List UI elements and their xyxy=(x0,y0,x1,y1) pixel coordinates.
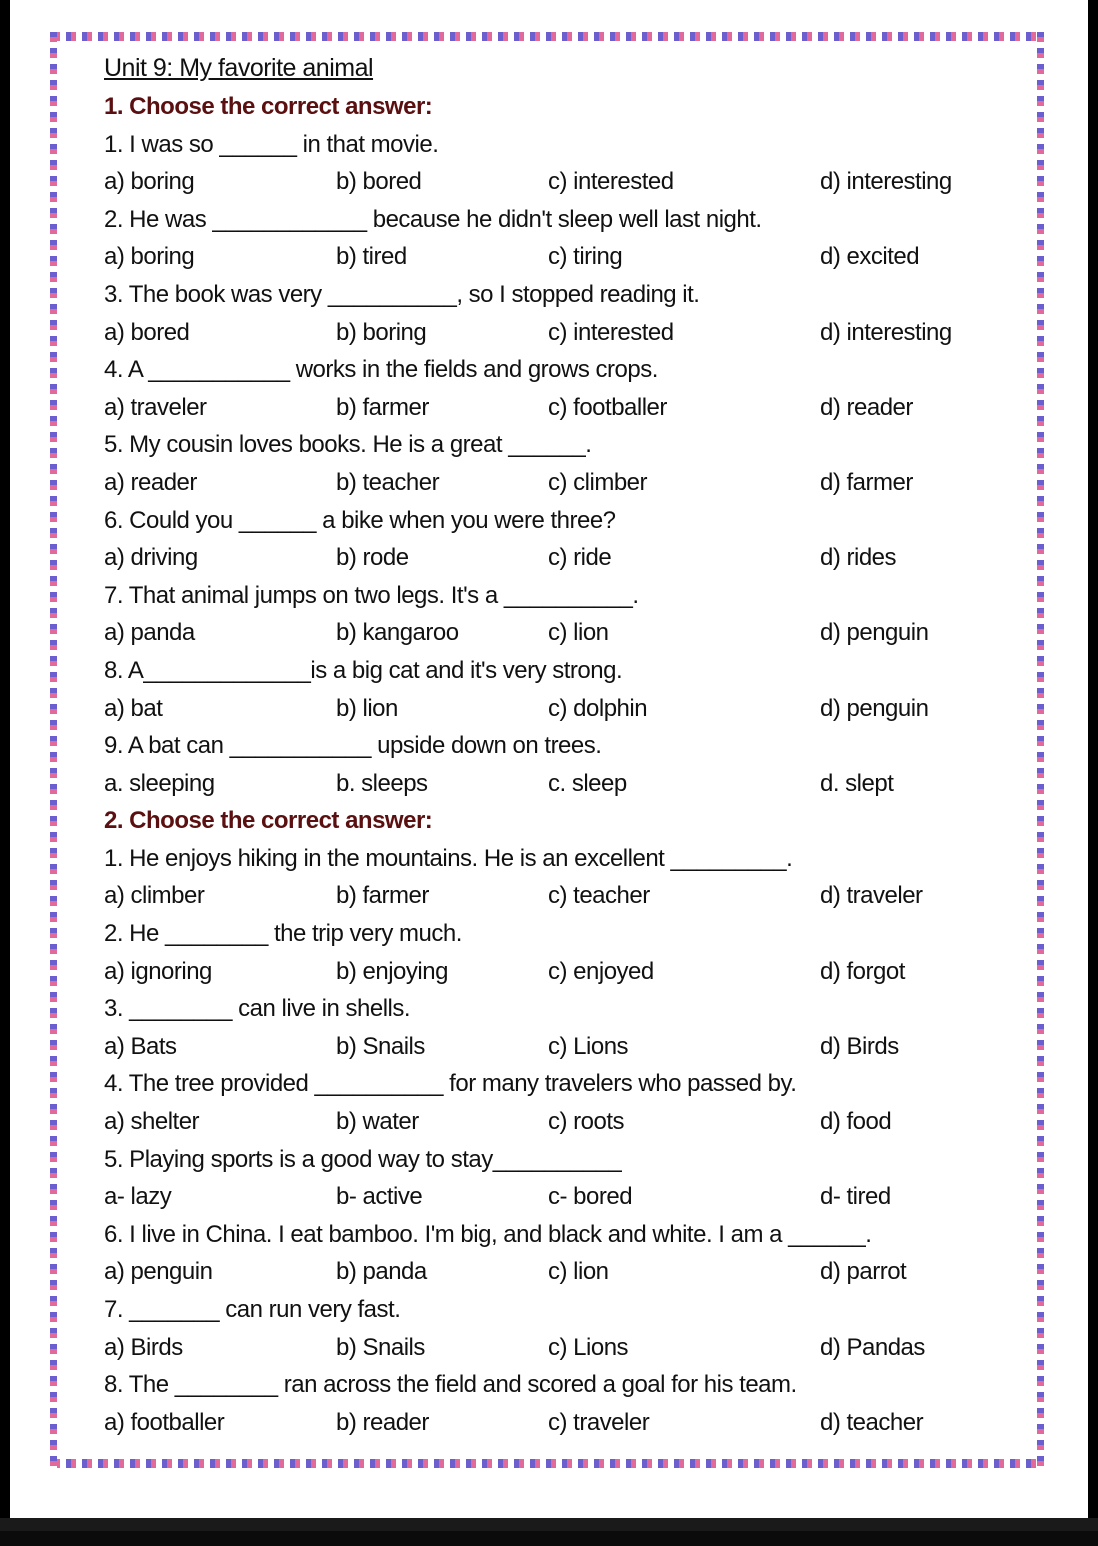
answer-option-d[interactable]: d) teacher xyxy=(820,1408,924,1436)
sections-container xyxy=(96,88,1016,1441)
answer-option-b[interactable]: b) tired xyxy=(336,243,407,271)
answer-option-d[interactable]: d) reader xyxy=(820,393,913,421)
decorative-border-top xyxy=(50,32,1044,41)
section-title: 1. Choose the correct answer: xyxy=(104,93,433,120)
answer-option-c[interactable]: c) footballer xyxy=(548,393,667,421)
answer-option-b[interactable]: b) rode xyxy=(336,544,409,572)
answer-option-a[interactable]: a) bat xyxy=(104,694,163,722)
answer-option-b[interactable]: b) Snails xyxy=(336,1333,425,1361)
section-title: 2. Choose the correct answer: xyxy=(104,807,433,835)
decorative-border-right xyxy=(1037,32,1044,1468)
answer-option-d[interactable]: d) penguin xyxy=(820,619,929,647)
answer-option-c[interactable]: c) climber xyxy=(548,468,648,496)
answer-option-b[interactable]: b- active xyxy=(336,1183,423,1211)
answer-option-a[interactable]: a. sleeping xyxy=(104,769,215,797)
answer-option-a[interactable]: a) driving xyxy=(104,544,198,572)
answer-option-d[interactable]: d) penguin xyxy=(820,694,929,722)
answer-option-b[interactable]: b) farmer xyxy=(336,882,429,910)
question-text: 5. Playing sports is a good way to stay__________ xyxy=(104,1145,622,1173)
answer-option-b[interactable]: b) Snails xyxy=(336,1032,425,1060)
answer-option-a[interactable]: a) boring xyxy=(104,168,195,196)
answer-options xyxy=(104,464,1016,502)
question-text: 5. My cousin loves books. He is a great ______. xyxy=(104,431,592,459)
answer-options xyxy=(104,877,1016,915)
answer-option-c[interactable]: c) interested xyxy=(548,168,674,196)
answer-option-c[interactable]: c) dolphin xyxy=(548,694,648,722)
answer-option-b[interactable]: b) kangaroo xyxy=(336,619,459,647)
answer-option-b[interactable]: b) enjoying xyxy=(336,957,448,985)
answer-option-c[interactable]: c) tiring xyxy=(548,243,623,271)
answer-options xyxy=(104,163,1016,201)
answer-option-b[interactable]: b) lion xyxy=(336,694,398,722)
answer-option-a[interactable]: a) Birds xyxy=(104,1333,183,1361)
question-text: 4. A ___________ works in the fields and grows crops. xyxy=(104,356,658,384)
answer-option-a[interactable]: a) shelter xyxy=(104,1108,200,1136)
answer-option-d[interactable]: d) interesting xyxy=(820,318,952,346)
answer-option-d[interactable]: d) rides xyxy=(820,544,897,572)
answer-option-a[interactable]: a) Bats xyxy=(104,1032,177,1060)
answer-option-a[interactable]: a) panda xyxy=(104,619,195,647)
worksheet-content xyxy=(96,48,1016,1441)
answer-option-b[interactable]: b) panda xyxy=(336,1258,427,1286)
answer-option-a[interactable]: a) reader xyxy=(104,468,197,496)
answer-option-a[interactable]: a) traveler xyxy=(104,393,207,421)
answer-option-c[interactable]: c- bored xyxy=(548,1183,633,1211)
answer-options xyxy=(104,1404,1016,1442)
answer-option-c[interactable]: c) teacher xyxy=(548,882,650,910)
answer-option-c[interactable]: c) Lions xyxy=(548,1333,629,1361)
answer-options xyxy=(104,389,1016,427)
answer-option-b[interactable]: b) bored xyxy=(336,168,422,196)
answer-option-b[interactable]: b) teacher xyxy=(336,468,440,496)
answer-option-a[interactable]: a) ignoring xyxy=(104,957,212,985)
answer-option-d[interactable]: d) excited xyxy=(820,243,920,271)
answer-option-a[interactable]: a) footballer xyxy=(104,1408,225,1436)
question-text: 3. The book was very __________, so I stopped reading it. xyxy=(104,280,700,308)
bottom-strip xyxy=(0,1531,1098,1546)
answer-option-c[interactable]: c) interested xyxy=(548,318,674,346)
question-text: 8. The ________ ran across the field and scored a goal for his team. xyxy=(104,1371,797,1399)
question-text: 9. A bat can ___________ upside down on trees. xyxy=(104,732,602,760)
question-text: 1. He enjoys hiking in the mountains. He is an excellent _________. xyxy=(104,844,793,872)
answer-option-c[interactable]: c) roots xyxy=(548,1108,625,1136)
question-text: 2. He ________ the trip very much. xyxy=(104,920,462,948)
answer-options xyxy=(104,1103,1016,1141)
question-text: 8. A_____________is a big cat and it's very strong. xyxy=(104,656,623,684)
answer-option-a[interactable]: a) boring xyxy=(104,243,195,271)
answer-option-d[interactable]: d) forgot xyxy=(820,957,905,985)
question-text: 7. _______ can run very fast. xyxy=(104,1296,401,1323)
answer-option-c[interactable]: c) ride xyxy=(548,544,612,572)
question-text: 2. He was ____________ because he didn't sleep well last night. xyxy=(104,205,762,233)
answer-options xyxy=(104,539,1016,577)
answer-options xyxy=(104,953,1016,991)
answer-options xyxy=(104,690,1016,728)
unit-title: Unit 9: My favorite animal xyxy=(104,54,374,82)
answer-option-c[interactable]: c) lion xyxy=(548,619,609,647)
answer-option-d[interactable]: d) interesting xyxy=(820,168,952,196)
answer-option-d[interactable]: d- tired xyxy=(820,1183,891,1211)
answer-option-d[interactable]: d) farmer xyxy=(820,468,913,496)
answer-options xyxy=(104,1178,1016,1216)
answer-option-a[interactable]: a- lazy xyxy=(104,1183,172,1211)
answer-option-d[interactable]: d) Pandas xyxy=(820,1333,925,1361)
question-text: 1. I was so ______ in that movie. xyxy=(104,130,439,158)
answer-option-d[interactable]: d) food xyxy=(820,1108,892,1136)
answer-option-b[interactable]: b) reader xyxy=(336,1408,429,1436)
answer-option-d[interactable]: d) Birds xyxy=(820,1032,899,1060)
question-text: 3. ________ can live in shells. xyxy=(104,995,411,1023)
answer-options xyxy=(104,1028,1016,1066)
question-text: 6. I live in China. I eat bamboo. I'm big, and black and white. I am a ______. xyxy=(104,1220,872,1248)
answer-options xyxy=(104,765,1016,803)
answer-option-b[interactable]: b. sleeps xyxy=(336,769,428,797)
answer-option-c[interactable]: c) Lions xyxy=(548,1032,629,1060)
decorative-border-left xyxy=(50,32,57,1468)
answer-options xyxy=(104,614,1016,652)
question-text: 4. The tree provided __________ for many travelers who passed by. xyxy=(104,1070,797,1098)
answer-options xyxy=(104,314,1016,352)
answer-option-a[interactable]: a) bored xyxy=(104,318,190,346)
answer-option-c[interactable]: c) lion xyxy=(548,1258,609,1286)
answer-option-c[interactable]: c. sleep xyxy=(548,769,627,797)
answer-option-b[interactable]: b) boring xyxy=(336,318,427,346)
answer-options xyxy=(104,1329,1016,1367)
answer-option-b[interactable]: b) farmer xyxy=(336,393,429,421)
answer-options xyxy=(104,238,1016,276)
answer-options xyxy=(104,1253,1016,1291)
answer-option-d[interactable]: d. slept xyxy=(820,769,894,797)
answer-option-d[interactable]: d) traveler xyxy=(820,882,923,910)
answer-option-b[interactable]: b) water xyxy=(336,1108,419,1136)
answer-option-d[interactable]: d) parrot xyxy=(820,1258,907,1286)
answer-option-c[interactable]: c) enjoyed xyxy=(548,957,654,985)
decorative-border-bottom xyxy=(50,1459,1044,1468)
question-text: 7. That animal jumps on two legs. It's a __________. xyxy=(104,581,639,609)
answer-option-a[interactable]: a) climber xyxy=(104,882,205,910)
answer-option-a[interactable]: a) penguin xyxy=(104,1258,213,1286)
answer-option-c[interactable]: c) traveler xyxy=(548,1408,650,1436)
question-text: 6. Could you ______ a bike when you were three? xyxy=(104,506,616,534)
